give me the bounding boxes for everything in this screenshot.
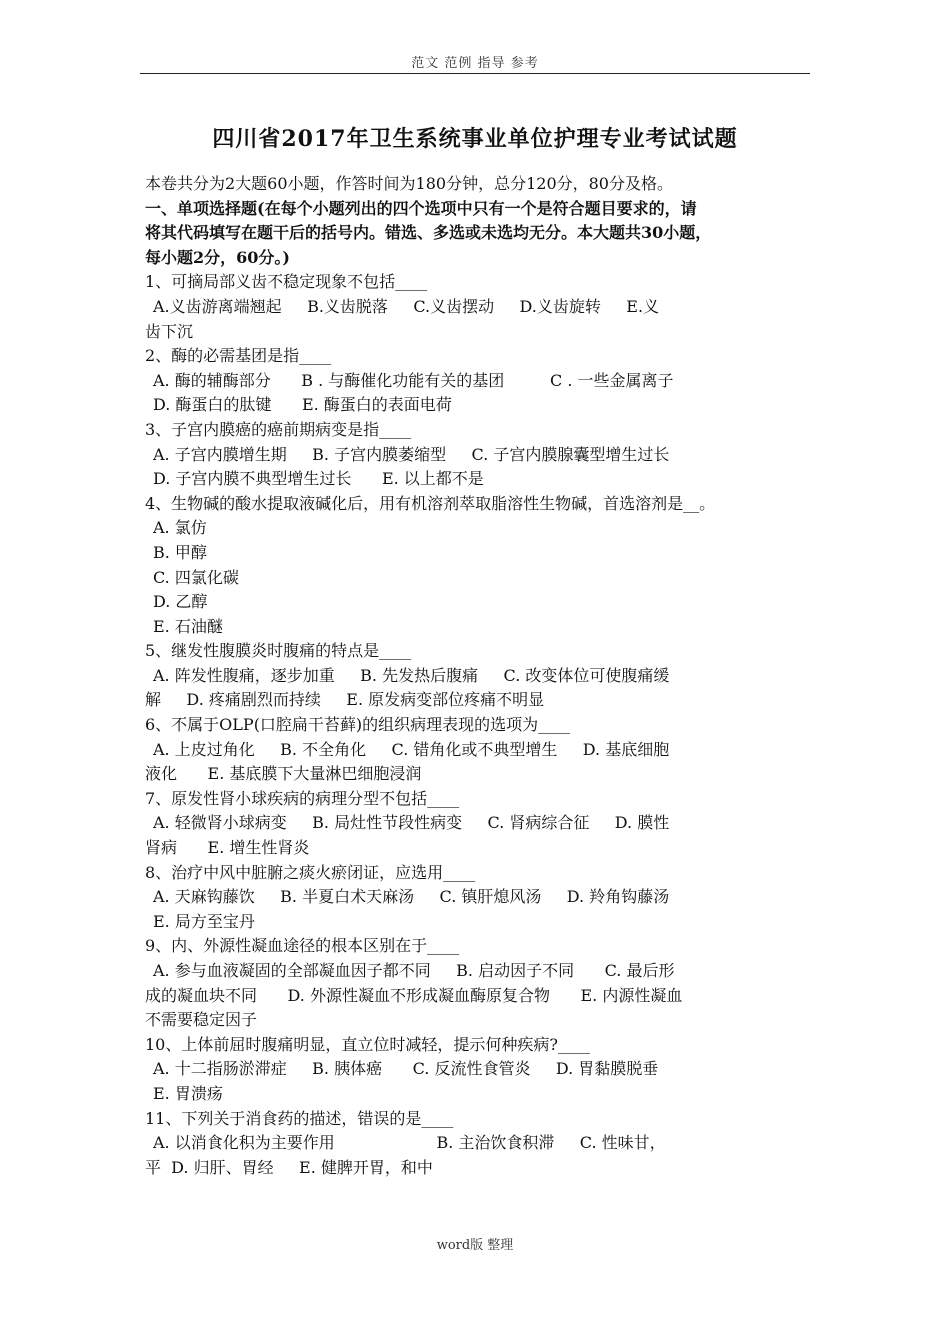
answer-options-line: A. 阵发性腹痛，逐步加重 B. 先发热后腹痛 C. 改变体位可使腹痛缓 [153, 665, 670, 685]
answer-options-line: E. 胃溃疡 [153, 1083, 223, 1103]
answer-options-line: E. 局方至宝丹 [153, 911, 255, 931]
answer-options-line: A. 天麻钩藤饮 B. 半夏白术天麻汤 C. 镇肝熄风汤 D. 羚角钩藤汤 [153, 887, 670, 907]
question-stem: 10、上体前屈时腹痛明显，直立位时减轻，提示何种疾病?____ [145, 1034, 590, 1054]
section-heading-line: 将其代码填写在题干后的括号内。错选、多选或未选均无分。本大题共30小题， [145, 223, 712, 243]
answer-options-line: A. 轻微肾小球病变 B. 局灶性节段性病变 C. 肾病综合征 D. 膜性 [153, 813, 670, 833]
answer-options-line: A. 上皮过角化 B. 不全角化 C. 错角化或不典型增生 D. 基底细胞 [153, 739, 670, 759]
section-heading-line: 一、单项选择题(在每个小题列出的四个选项中只有一个是符合题目要求的，请 [145, 198, 697, 218]
question-item [145, 270, 810, 344]
question-stem: 8、治疗中风中脏腑之痰火瘀闭证，应选用____ [145, 862, 476, 882]
answer-options-line: 不需要稳定因子 [145, 1010, 258, 1030]
question-item [145, 344, 810, 418]
document-body [145, 172, 810, 1180]
question-stem: 2、酶的必需基团是指____ [145, 346, 332, 366]
question-stem: 4、生物碱的酸水提取液碱化后，用有机溶剂萃取脂溶性生物碱，首选溶剂是__。 [145, 493, 716, 513]
header-divider [140, 73, 810, 74]
question-item [145, 1107, 810, 1181]
answer-options-line: A. 十二指肠淤滞症 B. 胰体癌 C. 反流性食管炎 D. 胃黏膜脱垂 [153, 1059, 659, 1079]
question-item [145, 934, 810, 1032]
question-list [145, 270, 810, 1180]
question-item [145, 492, 810, 640]
answer-options-line: D. 乙醇 [153, 592, 208, 612]
answer-options-line: 肾病 E. 增生性肾炎 [145, 838, 310, 858]
section-heading [145, 197, 810, 271]
answer-options-line: A. 酶的辅酶部分 B . 与酶催化功能有关的基团 C . 一些金属离子 [153, 370, 674, 390]
answer-options-line: D. 酶蛋白的肽键 E. 酶蛋白的表面电荷 [153, 395, 452, 415]
question-item [145, 1033, 810, 1107]
answer-options-line: 平 D. 归肝、胃经 E. 健脾开胃，和中 [145, 1157, 433, 1177]
answer-options-line: 液化 E. 基底膜下大量淋巴细胞浸润 [145, 764, 422, 784]
answer-options-line: A. 以消食化积为主要作用 B. 主治饮食积滞 C. 性味甘， [153, 1133, 666, 1153]
question-item [145, 861, 810, 935]
answer-options-line: B. 甲醇 [153, 542, 207, 562]
answer-options-line: 齿下沉 [145, 321, 194, 341]
question-stem: 9、内、外源性凝血途径的根本区别在于____ [145, 936, 460, 956]
question-item [145, 418, 810, 492]
page-header: 范文 范例 指导 参考 [411, 56, 539, 71]
page-footer: word版 整理 [436, 1238, 514, 1253]
answer-options-line: A. 参与血液凝固的全部凝血因子都不同 B. 启动因子不同 C. 最后形 [153, 961, 675, 980]
question-stem: 7、原发性肾小球疾病的病理分型不包括____ [145, 788, 460, 808]
document-title: 四川省2017年卫生系统事业单位护理专业考试试题 [212, 126, 738, 152]
answer-options-line: E. 石油醚 [153, 616, 223, 636]
exam-intro: 本卷共分为2大题60小题，作答时间为180分钟，总分120分，80分及格。 [145, 174, 673, 193]
answer-options-line: A. 子宫内膜增生期 B. 子宫内膜萎缩型 C. 子宫内膜腺囊型增生过长 [153, 444, 670, 464]
question-stem: 1、可摘局部义齿不稳定现象不包括____ [145, 272, 428, 292]
question-item [145, 713, 810, 787]
answer-options-line: A. 氯仿 [153, 518, 207, 538]
answer-options-line: 成的凝血块不同 D. 外源性凝血不形成凝血酶原复合物 E. 内源性凝血 [145, 985, 683, 1005]
question-stem: 11、下列关于消食药的描述，错误的是____ [145, 1108, 454, 1128]
answer-options-line: C. 四氯化碳 [153, 567, 239, 587]
question-stem: 3、子宫内膜癌的癌前期病变是指____ [145, 419, 412, 439]
answer-options-line: 解 D. 疼痛剧烈而持续 E. 原发病变部位疼痛不明显 [145, 690, 545, 710]
question-item [145, 639, 810, 713]
answer-options-line: A.义齿游离端翘起 B.义齿脱落 C.义齿摆动 D.义齿旋转 E.义 [153, 296, 660, 316]
question-item [145, 787, 810, 861]
section-heading-line: 每小题2分，60分。) [145, 247, 290, 267]
question-stem: 5、继发性腹膜炎时腹痛的特点是____ [145, 641, 412, 661]
question-stem: 6、不属于OLP(口腔扁干苔藓)的组织病理表现的选项为____ [145, 715, 571, 735]
answer-options-line: D. 子宫内膜不典型增生过长 E. 以上都不是 [153, 469, 484, 489]
